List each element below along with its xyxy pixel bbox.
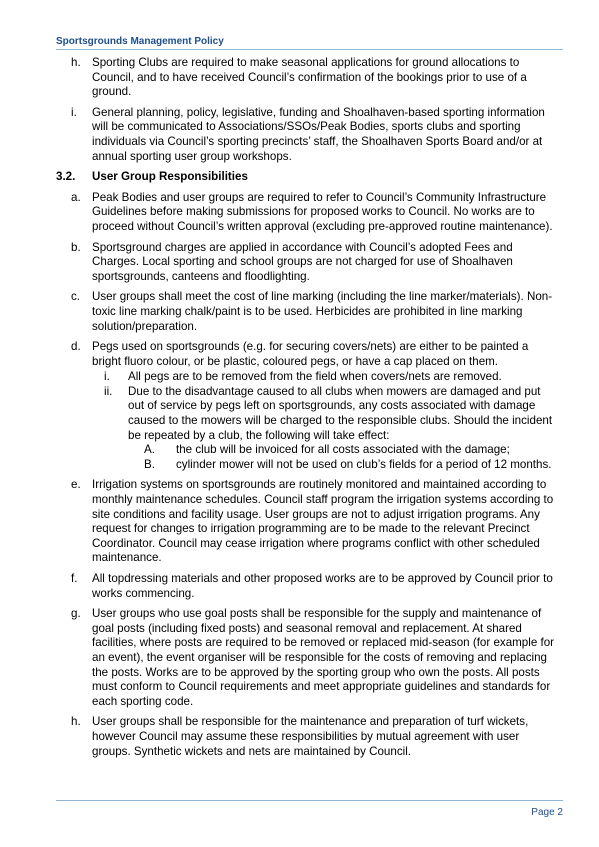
section-number: 3.2.	[56, 170, 76, 184]
list-item	[56, 56, 556, 100]
policy-content	[56, 56, 556, 765]
sublist-marker: ii.	[104, 384, 113, 398]
list-marker: c.	[71, 290, 81, 304]
section-title: User Group Responsibilities	[92, 170, 248, 184]
sublist-marker: i.	[104, 370, 110, 384]
sublist-item	[92, 385, 556, 443]
list-marker: e.	[71, 478, 81, 492]
subsublist-item	[128, 443, 556, 458]
list-marker: f.	[71, 572, 78, 585]
list-item-text: User groups who use goal posts shall be responsible for the supply and maintenance of goal posts (including fixed posts) and seasonal removal and replacement. At shared facilities, where posts are required to be removed or replaced mid-season (for example for an event), the event organiser will be responsible for the costs of removing and replacing the posts. Works are to be approved by the sporting group who own the posts. All posts must conform to Council requirements and meet appropriate guidelines and standards for each sporting code.	[92, 607, 555, 708]
subsublist-item-text: the club will be invoiced for all costs associated with the damage;	[176, 443, 510, 457]
list-item	[56, 572, 556, 601]
header-divider	[56, 49, 563, 50]
list-item-text: Pegs used on sportsgrounds (e.g. for securing covers/nets) are either to be painted a bright fluoro colour, or be plastic, coloured pegs, or have a cap placed on them.	[92, 340, 529, 368]
list-marker: i.	[71, 105, 77, 119]
list-item-text: User groups shall meet the cost of line marking (including the line marker/materials). Non-toxic line marking chalk/paint is to be used. Herbicides are prohibited in line marking solution/preparation.	[92, 290, 553, 333]
list-item	[56, 715, 556, 759]
sublist-item-text: Due to the disadvantage caused to all clubs when mowers are damaged and put out of service by pegs left on sportsgrounds, any costs associated with damage caused to the mowers will be charged to the responsible clubs. Should the incident be repeated by a club, the following will take effect:	[128, 384, 553, 442]
list-item	[56, 290, 556, 334]
list-item	[56, 106, 556, 164]
list-item	[56, 340, 556, 369]
subsublist-marker: B.	[144, 457, 155, 471]
list-item	[56, 241, 556, 285]
list-marker: g.	[71, 607, 81, 621]
list-item-text: General planning, policy, legislative, funding and Shoalhaven-based sporting information will be communicated to Associations/SSOs/Peak Bodies, sports clubs and sporting individuals via Council’s sporting precincts’ staff, the Shoalhaven Sports Board and/or at annual sporting user group workshops.	[92, 105, 545, 163]
list-item-text: Peak Bodies and user groups are required to refer to Council’s Community Infrastructure Guidelines before making submissions for proposed works to Council. No works are to proceed without Council’s written approval (excluding pre-approved routine maintenance).	[92, 190, 553, 233]
subsublist-item	[128, 458, 556, 473]
subsublist-marker: A.	[144, 443, 155, 457]
list-item-text: All topdressing materials and other proposed works are to be approved by Council prior to works commencing.	[92, 572, 553, 600]
list-marker: a.	[71, 190, 81, 204]
list-marker: h.	[71, 715, 81, 729]
sublist-item	[92, 370, 556, 385]
list-item-text: Sportsground charges are applied in accordance with Council’s adopted Fees and Charges. Local sporting and school groups are not charged for use of Shoalhaven sportsgrounds, canteens and floodlighting.	[92, 240, 513, 283]
page-header	[56, 36, 563, 47]
page-number: Page 2	[531, 807, 563, 818]
section-heading	[56, 170, 556, 185]
list-item	[56, 478, 556, 566]
list-marker: d.	[71, 340, 81, 354]
list-marker: b.	[71, 240, 81, 254]
document-title: Sportsgrounds Management Policy	[56, 36, 224, 47]
list-item-text: Irrigation systems on sportsgrounds are routinely monitored and maintained according to monthly maintenance schedules. Council staff program the irrigation systems according to site conditions and facility usage. User groups are not to adjust irrigation programs. Any request for changes to irrigation programming are to be made to the relevant Precinct Coordinator. Council may cease irrigation where programs conflict with other scheduled maintenance.	[92, 478, 554, 565]
sublist-item-text: All pegs are to be removed from the field when covers/nets are removed.	[128, 370, 502, 384]
subsublist-item-text: cylinder mower will not be used on club’s fields for a period of 12 months.	[176, 457, 552, 471]
sublist	[92, 370, 556, 443]
list-item	[56, 607, 556, 709]
list-item-text: User groups shall be responsible for the maintenance and preparation of turf wickets, however Council may assume these responsibilities by mutual agreement with user groups. Synthetic wickets and nets are maintained by Council.	[92, 715, 529, 758]
list-marker: h.	[71, 56, 81, 69]
list-item-text: Sporting Clubs are required to make seasonal applications for ground allocations to Council, and to have received Council’s confirmation of the bookings prior to use of a ground.	[92, 56, 527, 99]
list-item	[56, 191, 556, 235]
footer-divider	[56, 800, 563, 801]
